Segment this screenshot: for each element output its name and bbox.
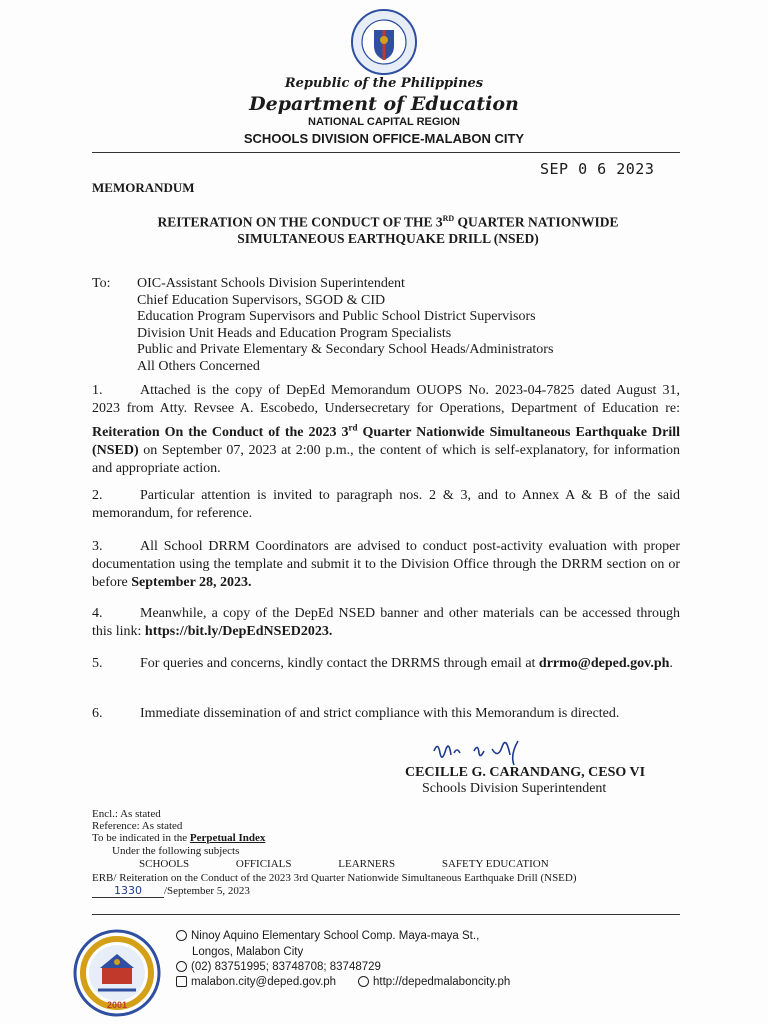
deped-seal-icon (350, 8, 418, 76)
office-heading: SCHOOLS DIVISION OFFICE-MALABON CITY (243, 131, 525, 146)
to-label: To: (92, 276, 111, 291)
phone-icon (176, 961, 187, 972)
ref-line: 1330 /September 5, 2023 (92, 885, 250, 898)
recipient-item: OIC-Assistant Schools Division Superintendent (137, 276, 405, 291)
paragraph-3: 3. All School DRRM Coordinators are advised to conduct post-activity evaluation with proper documentation using the template and submit it to the Division Office through the DRRM section on or before September 28, 2023. (92, 539, 680, 590)
footer-divider (92, 914, 680, 915)
phone-line: (02) 83751995; 83748708; 83748729 (176, 961, 381, 973)
memo-date: SEP 0 6 2023 (540, 160, 655, 178)
index-note: To be indicated in the Perpetual Index (92, 832, 266, 844)
recipient-item: All Others Concerned (137, 358, 260, 374)
paragraph-6: 6. Immediate dissemination of and strict compliance with this Memorandum is directed. (92, 706, 620, 721)
location-icon (176, 930, 187, 941)
materials-link[interactable]: https://bit.ly/DepEdNSED2023. (144, 624, 333, 639)
subject-item: SAFETY EDUCATION (441, 858, 549, 870)
address-line-2: Longos, Malabon City (192, 946, 304, 958)
ref-number: 1330 (92, 885, 164, 898)
drrmo-email-link[interactable]: drrmo@deped.gov.ph (538, 656, 670, 671)
memo-subject: REITERATION ON THE CONDUCT OF THE 3RD QUARTER NATIONWIDE SIMULTANEOUS EARTHQUAKE DRILL (NSED) (157, 214, 619, 246)
reference-note: Reference: As stated (92, 820, 183, 832)
email-line (176, 976, 336, 988)
paragraph-4: 4. Meanwhile, a copy of the DepEd NSED banner and other materials can be accessed through this link: https://bit.ly/DepEdNSED2023. (92, 606, 680, 639)
erb-note: ERB/ Reiteration on the Conduct of the 2023 3rd Quarter Nationwide Simultaneous Earthquake Drill (NSED) (92, 872, 577, 884)
subjects-note: Under the following subjects (112, 845, 240, 857)
web-icon (358, 976, 369, 987)
subject-item: LEARNERS (338, 858, 396, 870)
department-heading: Department of Education (249, 93, 519, 115)
office-email-link[interactable]: malabon.city@deped.gov.ph (191, 976, 337, 988)
signatory-title: Schools Division Superintendent (422, 781, 607, 796)
website-link[interactable]: http://depedmalaboncity.ph (373, 976, 511, 988)
website-line (358, 976, 510, 988)
email-icon (176, 976, 187, 987)
paragraph-2: 2. Particular attention is invited to paragraph nos. 2 & 3, and to Annex A & B of the said memorandum, for reference. (92, 488, 680, 521)
address-line-1: Ninoy Aquino Elementary School Comp. Maya-maya St., (176, 930, 479, 942)
recipient-item: Education Program Supervisors and Public School District Supervisors (137, 309, 536, 325)
paragraph-5: 5. For queries and concerns, kindly contact the DRRMS through email at drrmo@deped.gov.ph. (92, 656, 673, 671)
paragraph-1: 1. Attached is the copy of DepEd Memorandum OUOPS No. 2023-04-7825 dated August 31, 2023 from Atty. Revsee A. Escobedo, Undersecretary for Operations, Department of Education re: Reiteration On the Conduct of the 2023 3rd Quarter Nationwide Simultaneous Earthquake Drill (NSED) on September 07, 2023 at 2:00 p.m., the content of which is self-explanatory, for information and appropriate action. (92, 383, 680, 476)
signatory-name: CECILLE G. CARANDANG, CESO VI (405, 765, 646, 780)
header-divider (92, 152, 680, 153)
subject-list (139, 858, 593, 870)
enclosure-note: Encl.: As stated (92, 808, 161, 820)
perpetual-index-label: Perpetual Index (189, 832, 266, 844)
seal-year: 2001 (106, 1000, 128, 1010)
subject-item: SCHOOLS (139, 858, 190, 870)
recipient-item: Public and Private Elementary & Secondary School Heads/Administrators (137, 342, 554, 358)
republic-heading: Republic of the Philippines (284, 76, 484, 91)
recipient-list (137, 276, 553, 376)
region-heading: NATIONAL CAPITAL REGION (308, 116, 460, 128)
recipient-item: Chief Education Supervisors, SGOD & CID (137, 292, 386, 308)
memo-type: MEMORANDUM (92, 180, 195, 195)
division-seal-icon (72, 928, 162, 1018)
recipient-item: Division Unit Heads and Education Program Specialists (137, 325, 452, 341)
subject-item: OFFICIALS (235, 858, 292, 870)
